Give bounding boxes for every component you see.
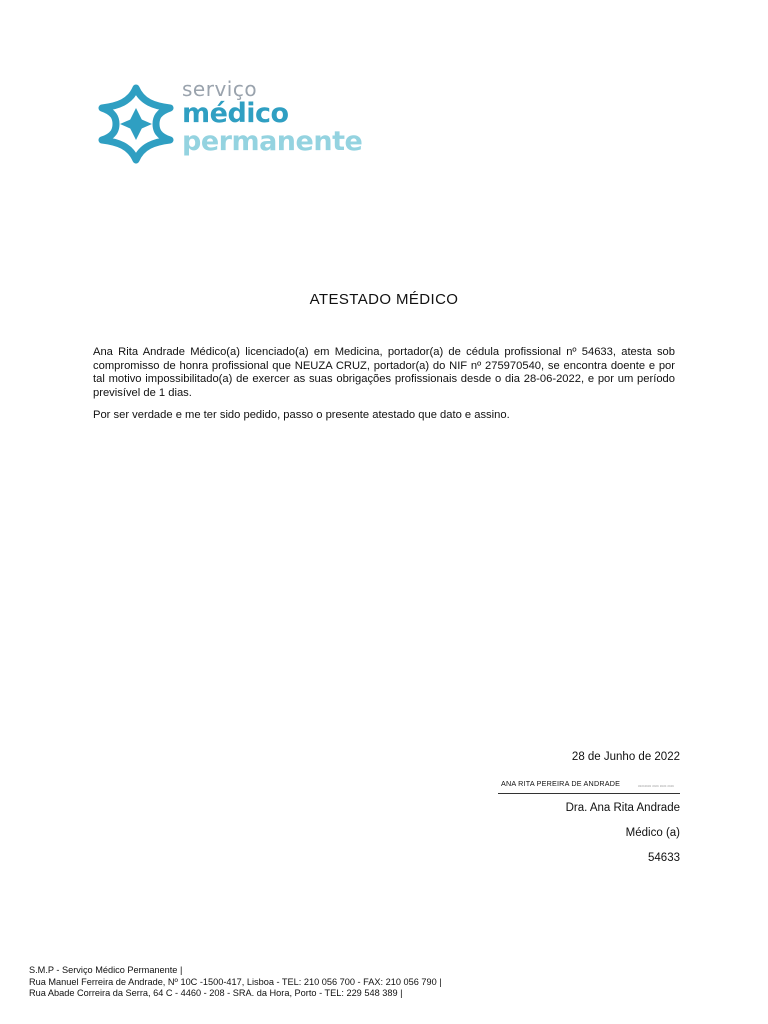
document-date: 28 de Junho de 2022	[571, 751, 680, 763]
document-title: ATESTADO MÉDICO	[309, 291, 459, 308]
cross-logo-icon	[96, 84, 176, 164]
signer-role: Médico (a)	[625, 827, 680, 839]
signature-line	[498, 793, 680, 794]
signer-name: Dra. Ana Rita Andrade	[565, 802, 680, 814]
company-logo	[96, 78, 366, 168]
closing-paragraph: Por ser verdade e me ter sido pedido, passo o presente atestado que dato e assino.	[93, 409, 510, 421]
footer	[29, 965, 442, 1000]
digital-signature	[498, 779, 680, 794]
signer-license-number: 54633	[648, 852, 680, 864]
logo-text-servico: serviço	[182, 77, 258, 101]
signature-metadata: ▭▭▭▭ ▭▭ ▭▭ ▭▭	[638, 784, 674, 788]
footer-address-porto: Rua Abade Correira da Serra, 64 C - 4460 - 208 - SRA. da Hora, Porto - TEL: 229 548 389 |	[29, 988, 403, 998]
certificate-paragraph: Ana Rita Andrade Médico(a) licenciado(a) em Medicina, portador(a) de cédula profissional nº 54633, atesta sob compromisso de honra profissional que NEUZA CRUZ, portador(a) do NIF nº 275970540, se encontra doente e por tal motivo impossibilitado(a) de exercer as suas obrigações profissionais desde o dia 28-06-2022, e por um período previsível de 1 dias.	[93, 346, 675, 399]
logo-text-medico: médico	[182, 98, 289, 129]
footer-address-lisboa: Rua Manuel Ferreira de Andrade, Nº 10C -1500-417, Lisboa - TEL: 210 056 700 - FAX: 210 056 790 |	[29, 976, 442, 987]
logo-text-permanente: permanente	[182, 126, 363, 157]
signature-signed-name: ANA RITA PEREIRA DE ANDRADE	[501, 779, 621, 788]
footer-company: S.M.P - Serviço Médico Permanente |	[29, 965, 183, 975]
